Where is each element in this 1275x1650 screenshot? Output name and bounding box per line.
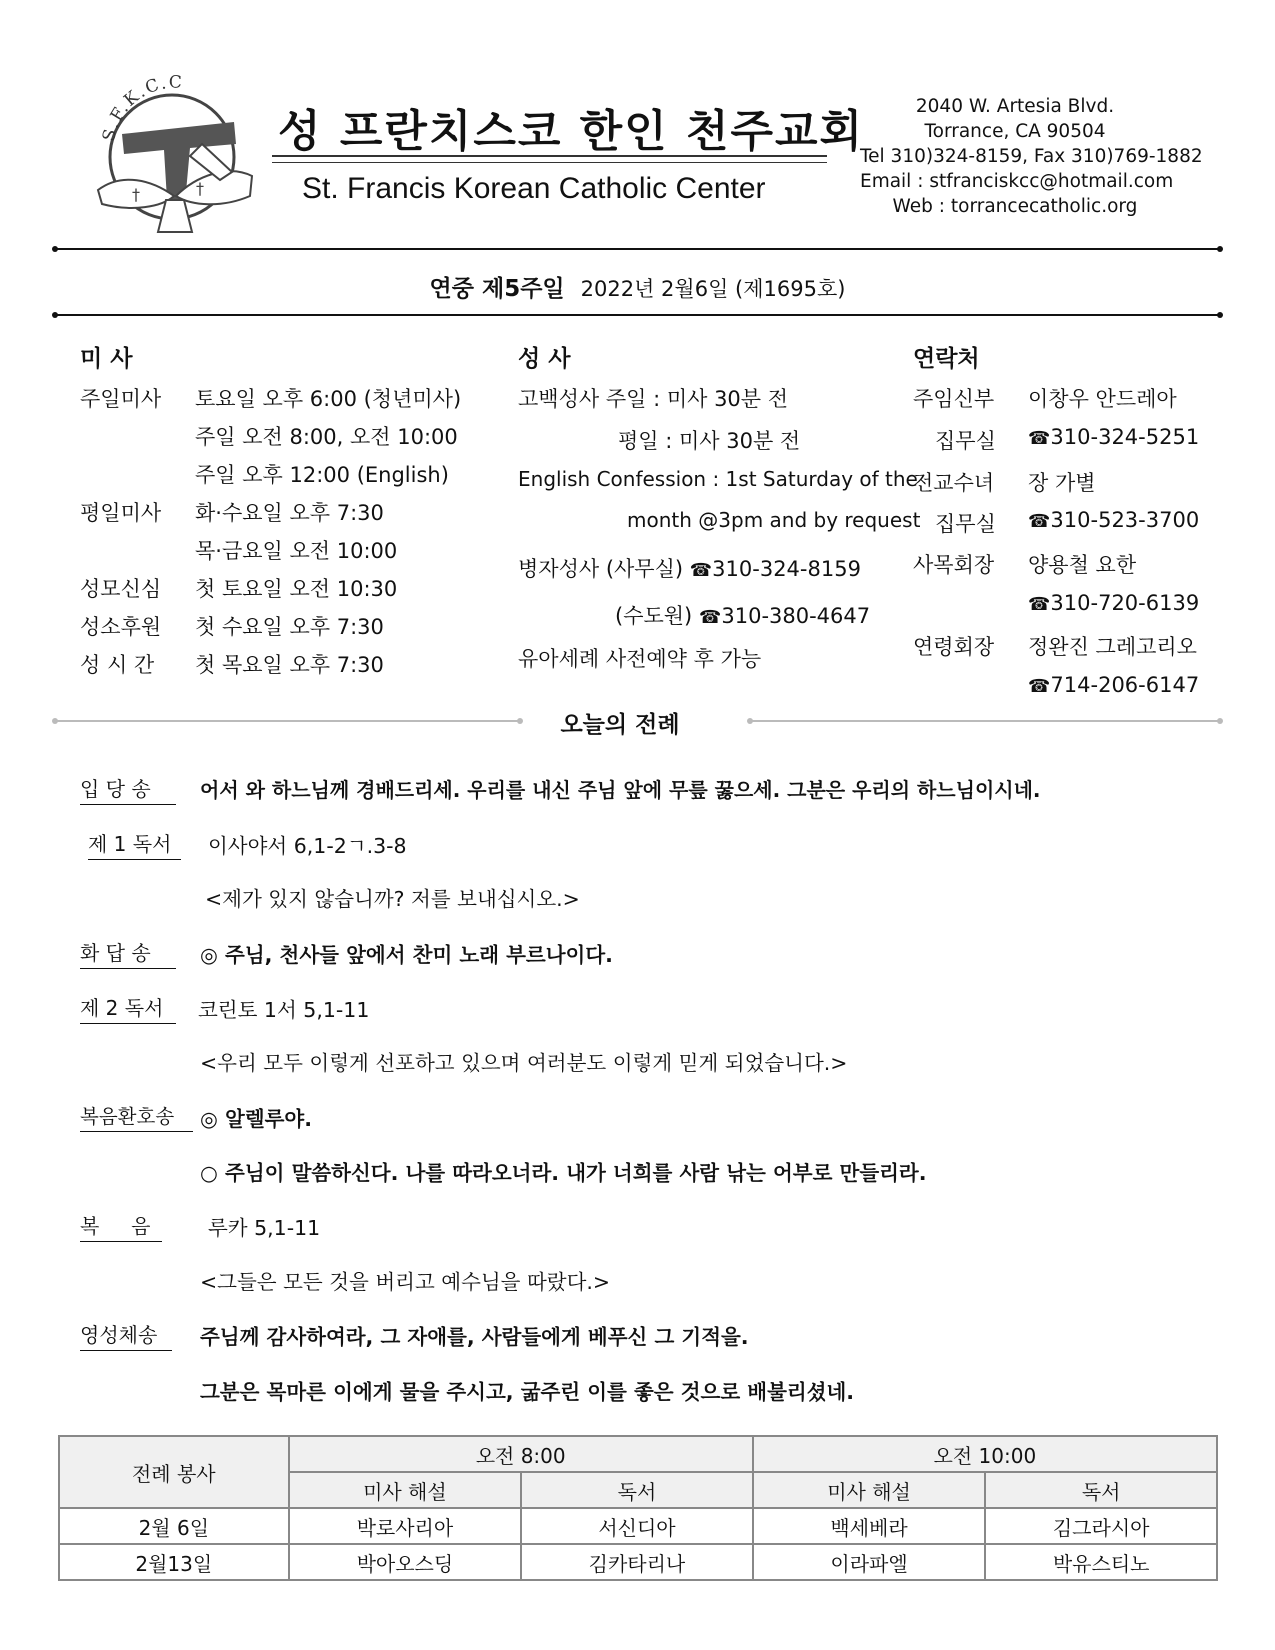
mass-label-vocation: 성소후원 (80, 615, 162, 639)
mass-value: 화·수요일 오후 7:30 (195, 501, 384, 525)
table-cell: 박아오스딩 (289, 1544, 522, 1580)
english-confession-cont: month @3pm and by request (627, 508, 921, 532)
table-cell: 김카타리나 (521, 1544, 753, 1580)
contact-label: 전교수녀 (913, 471, 995, 495)
logo-text: S.F.K.C.C (99, 72, 184, 144)
gospel-label: 복 음 (80, 1210, 162, 1242)
table-cell-date: 2월 6일 (59, 1508, 289, 1544)
second-reading-label: 제 2 독서 (80, 992, 176, 1024)
liturgical-service-table (58, 1435, 1218, 1581)
mass-value: 토요일 오후 6:00 (청년미사) (195, 387, 462, 411)
mass-label-marian: 성모신심 (80, 577, 162, 601)
contact-label: 주임신부 (913, 387, 995, 411)
entrance-antiphon-label: 입 당 송 (80, 773, 176, 805)
phone-icon: ☎ (689, 560, 713, 581)
address-web: Web : torrancecatholic.org (892, 196, 1138, 217)
first-reading-label: 제 1 독서 (88, 828, 181, 860)
alleluia-verse: ○ 주님이 말씀하신다. 나를 따라오너라. 내가 너희를 사람 낚는 어부로 만들리라. (200, 1161, 927, 1185)
confession-weekday: 평일 : 미사 30분 전 (618, 429, 801, 453)
table-mass2-header: 오전 10:00 (753, 1436, 1217, 1472)
title-underline (272, 155, 827, 163)
second-reading: 코린토 1서 5,1-11 (198, 998, 370, 1022)
phone-icon: ☎ (1028, 428, 1051, 449)
contact-value: 이창우 안드레아 (1028, 387, 1177, 411)
mass-value: 주일 오전 8:00, 오전 10:00 (195, 425, 458, 449)
issue-title: 연중 제5주일 (429, 276, 565, 302)
address-phone: Tel 310)324-8159, Fax 310)769-1882 (860, 146, 1203, 167)
table-cell-date: 2월13일 (59, 1544, 289, 1580)
phone-icon: ☎ (1028, 594, 1051, 615)
church-title-english: St. Francis Korean Catholic Center (302, 172, 766, 205)
mass-value: 첫 목요일 오후 7:30 (195, 653, 384, 677)
english-confession: English Confession : 1st Saturday of the (518, 467, 918, 491)
address-email: Email : stfranciskcc@hotmail.com (860, 171, 1174, 192)
psalm-label: 화 답 송 (80, 937, 176, 969)
table-cell: 김그라시아 (985, 1508, 1217, 1544)
liturgy-divider-left (55, 720, 520, 722)
alleluia: ◎ 알렐루야. (200, 1107, 313, 1131)
contact-phone-number: 310-720-6139 (1050, 591, 1200, 615)
table-col-commentary: 미사 해설 (753, 1472, 986, 1508)
table-col-reader: 독서 (985, 1472, 1217, 1508)
table-cell: 이라파엘 (753, 1544, 986, 1580)
contact-value: 정완진 그레고리오 (1028, 635, 1197, 659)
contact-value: 양용철 요한 (1028, 553, 1137, 577)
table-col-reader: 독서 (521, 1472, 753, 1508)
mass-label-sunday: 주일미사 (80, 387, 162, 411)
church-logo (92, 72, 262, 237)
entrance-antiphon: 어서 와 하느님께 경배드리세. 우리를 내신 주님 앞에 무릎 꿇으세. 그분은 우리의 하느님이시네. (200, 778, 1041, 802)
first-reading: 이사야서 6,1-2ㄱ.3-8 (208, 834, 407, 858)
issue-divider (55, 314, 1220, 316)
mass-value: 첫 토요일 오전 10:30 (195, 577, 398, 601)
contact-label: 집무실 (935, 429, 996, 453)
mass-label-holy-hour: 성 시 간 (80, 653, 155, 677)
contact-label: 집무실 (935, 512, 996, 536)
alleluia-label: 복음환호송 (80, 1101, 193, 1132)
liturgy-title: 오늘의 전례 (560, 712, 680, 738)
church-address-block (860, 94, 1203, 219)
first-reading-theme: <제가 있지 않습니까? 저를 보내십시오.> (205, 887, 580, 911)
contact-phone (1028, 673, 1199, 697)
anointing-convent (615, 600, 870, 630)
contact-value: 장 가별 (1028, 471, 1096, 495)
anointing-convent-label: (수도원) (615, 604, 693, 628)
contact-phone-number: 714-206-6147 (1050, 673, 1200, 697)
table-mass1-header: 오전 8:00 (289, 1436, 753, 1472)
phone-icon: ☎ (1028, 676, 1051, 697)
table-cell: 백세베라 (753, 1508, 986, 1544)
issue-line (0, 270, 1275, 303)
sacraments-heading: 성 사 (518, 346, 571, 372)
contact-label: 연령회장 (913, 635, 995, 659)
confession-sunday: 고백성사 주일 : 미사 30분 전 (518, 387, 789, 411)
gospel: 루카 5,1-11 (208, 1216, 321, 1240)
table-cell: 박로사리아 (289, 1508, 522, 1544)
contact-phone (1028, 508, 1199, 532)
table-row (59, 1544, 1217, 1580)
contact-phone (1028, 591, 1199, 615)
contact-phone-number: 310-523-3700 (1050, 508, 1200, 532)
communion-antiphon: 주님께 감사하여라, 그 자애를, 사람들에게 베푸신 그 기적을. (200, 1325, 749, 1349)
contact-phone-number: 310-324-5251 (1050, 425, 1200, 449)
table-cell: 박유스티노 (985, 1544, 1217, 1580)
table-col-commentary: 미사 해설 (289, 1472, 522, 1508)
infant-baptism: 유아세례 사전예약 후 가능 (518, 647, 762, 671)
church-title-korean: 성 프란치스코 한인 천주교회 (278, 106, 865, 157)
address-city: Torrance, CA 90504 (924, 121, 1106, 142)
anointing-office-phone: 310-324-8159 (712, 557, 861, 581)
anointing-office (518, 553, 861, 583)
table-corner: 전례 봉사 (59, 1436, 289, 1508)
responsorial-psalm: ◎ 주님, 천사들 앞에서 찬미 노래 부르나이다. (200, 943, 613, 967)
mass-value: 첫 수요일 오후 7:30 (195, 615, 384, 639)
table-row (59, 1508, 1217, 1544)
mass-value: 주일 오후 12:00 (English) (195, 463, 449, 487)
contacts-heading: 연락처 (913, 346, 980, 372)
communion-antiphon-cont: 그분은 목마른 이에게 물을 주시고, 굶주린 이를 좋은 것으로 배불리셨네. (200, 1380, 855, 1404)
liturgy-divider-right (750, 720, 1220, 722)
communion-label: 영성체송 (80, 1319, 172, 1351)
second-reading-theme: <우리 모두 이렇게 선포하고 있으며 여러분도 이렇게 믿게 되었습니다.> (200, 1051, 848, 1075)
contact-phone (1028, 425, 1199, 449)
anointing-convent-phone: 310-380-4647 (721, 604, 871, 628)
header-divider (55, 248, 1220, 250)
mass-heading: 미 사 (80, 346, 133, 372)
table-cell: 서신디아 (521, 1508, 753, 1544)
phone-icon: ☎ (698, 607, 722, 628)
svg-text:†: † (132, 185, 140, 204)
gospel-theme: <그들은 모든 것을 버리고 예수님을 따랐다.> (200, 1270, 611, 1294)
address-street: 2040 W. Artesia Blvd. (915, 96, 1115, 117)
mass-value: 목·금요일 오전 10:00 (195, 539, 398, 563)
phone-icon: ☎ (1028, 511, 1051, 532)
svg-text:†: † (196, 179, 204, 198)
contact-label: 사목회장 (913, 553, 995, 577)
issue-date: 2022년 2월6일 (제1695호) (580, 277, 846, 301)
mass-label-weekday: 평일미사 (80, 501, 162, 525)
anointing-office-label: 병자성사 (사무실) (518, 557, 684, 581)
